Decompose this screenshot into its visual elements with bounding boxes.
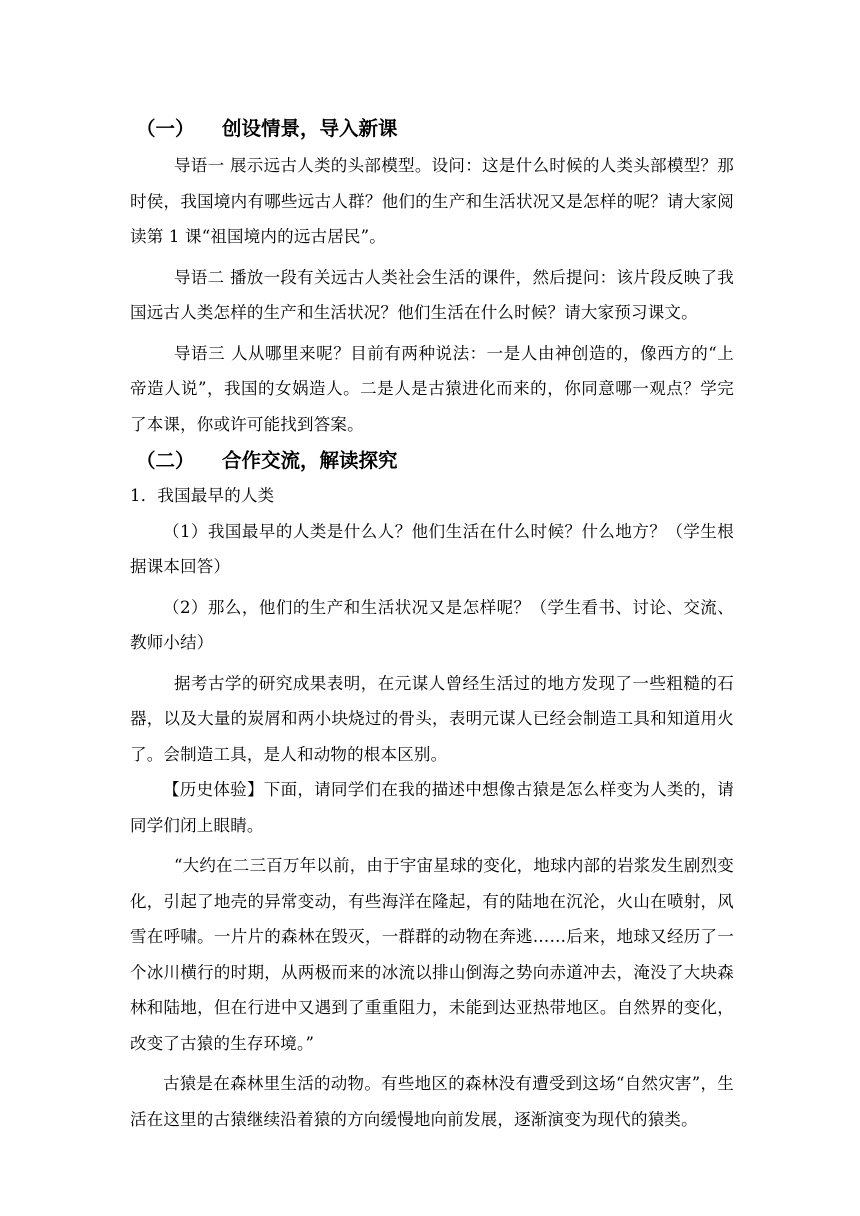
section-number-1: （一）: [136, 117, 195, 140]
history-experience-paragraph: 【历史体验】下面，请同学们在我的描述中想像古猿是怎么样变为人类的，请同学们闭上眼睛。: [130, 780, 734, 835]
intro-paragraph-3: 导语三 人从哪里来呢？目前有两种说法：一是人由神创造的，像西方的“上帝造人说”，我国的女娲造人。二是人是古猿进化而来的，你同意哪一观点？学完了本课，你或许可能找到答案。: [130, 343, 734, 434]
section-heading-1: [130, 112, 734, 146]
section-title-1: 创设情景，导入新课: [222, 117, 398, 140]
question-paragraph-2: （2）那么，他们的生产和生活状况又是怎样呢？（学生看书、讨论、交流、教师小结）: [130, 597, 734, 652]
archaeology-paragraph: 据考古学的研究成果表明，在元谋人曾经生活过的地方发现了一些粗糙的石器，以及大量的炭屑和两小块烧过的骨头，表明元谋人已经会制造工具和知道用火了。会制造工具，是人和动物的根本区别。: [130, 673, 734, 764]
intro-paragraph-1: 导语一 展示远古人类的头部模型。设问：这是什么时候的人类头部模型？那时侯，我国境内有哪些远古人群？他们的生产和生活状况又是怎样的呢？请大家阅读第 1 课“祖国境内的远古居民”。: [130, 156, 734, 246]
apes-paragraph: 古猿是在森林里生活的动物。有些地区的森林没有遭受到这场“自然灾害”，生活在这里的古猿继续沿着猿的方向缓慢地向前发展，逐渐演变为现代的猿类。: [130, 1074, 734, 1129]
section-number-2: （二）: [136, 449, 195, 472]
document-body: [130, 112, 734, 1137]
item-heading-1: 1．我国最早的人类: [130, 486, 275, 505]
question-paragraph-1: （1）我国最早的人类是什么人？他们生活在什么时候？什么地方？（学生根据课本回答）: [130, 521, 734, 576]
quote-paragraph: “大约在二三百万年以前，由于宇宙星球的变化，地球内部的岩浆发生剧烈变化，引起了地壳的异常变动，有些海洋在隆起，有的陆地在沉沦，火山在喷射，风雪在呼啸。一片片的森林在毁灭，一群群的动物在奔逃……后来，地球又经历了一个冰川横行的时期，从两极而来的冰流以排山倒海之势向赤道冲去，淹没了大块森林和陆地，但在行进中又遇到了重重阻力，未能到达亚热带地区。自然界的变化，改变了古猿的生存环境。”: [130, 856, 734, 1053]
intro-paragraph-2: 导语二 播放一段有关远古人类社会生活的课件，然后提问：该片段反映了我国远古人类怎样的生产和生活状况？他们生活在什么时候？请大家预习课文。: [130, 267, 734, 322]
section-title-2: 合作交流，解读探究: [222, 449, 398, 472]
section-heading-2: [130, 444, 734, 478]
